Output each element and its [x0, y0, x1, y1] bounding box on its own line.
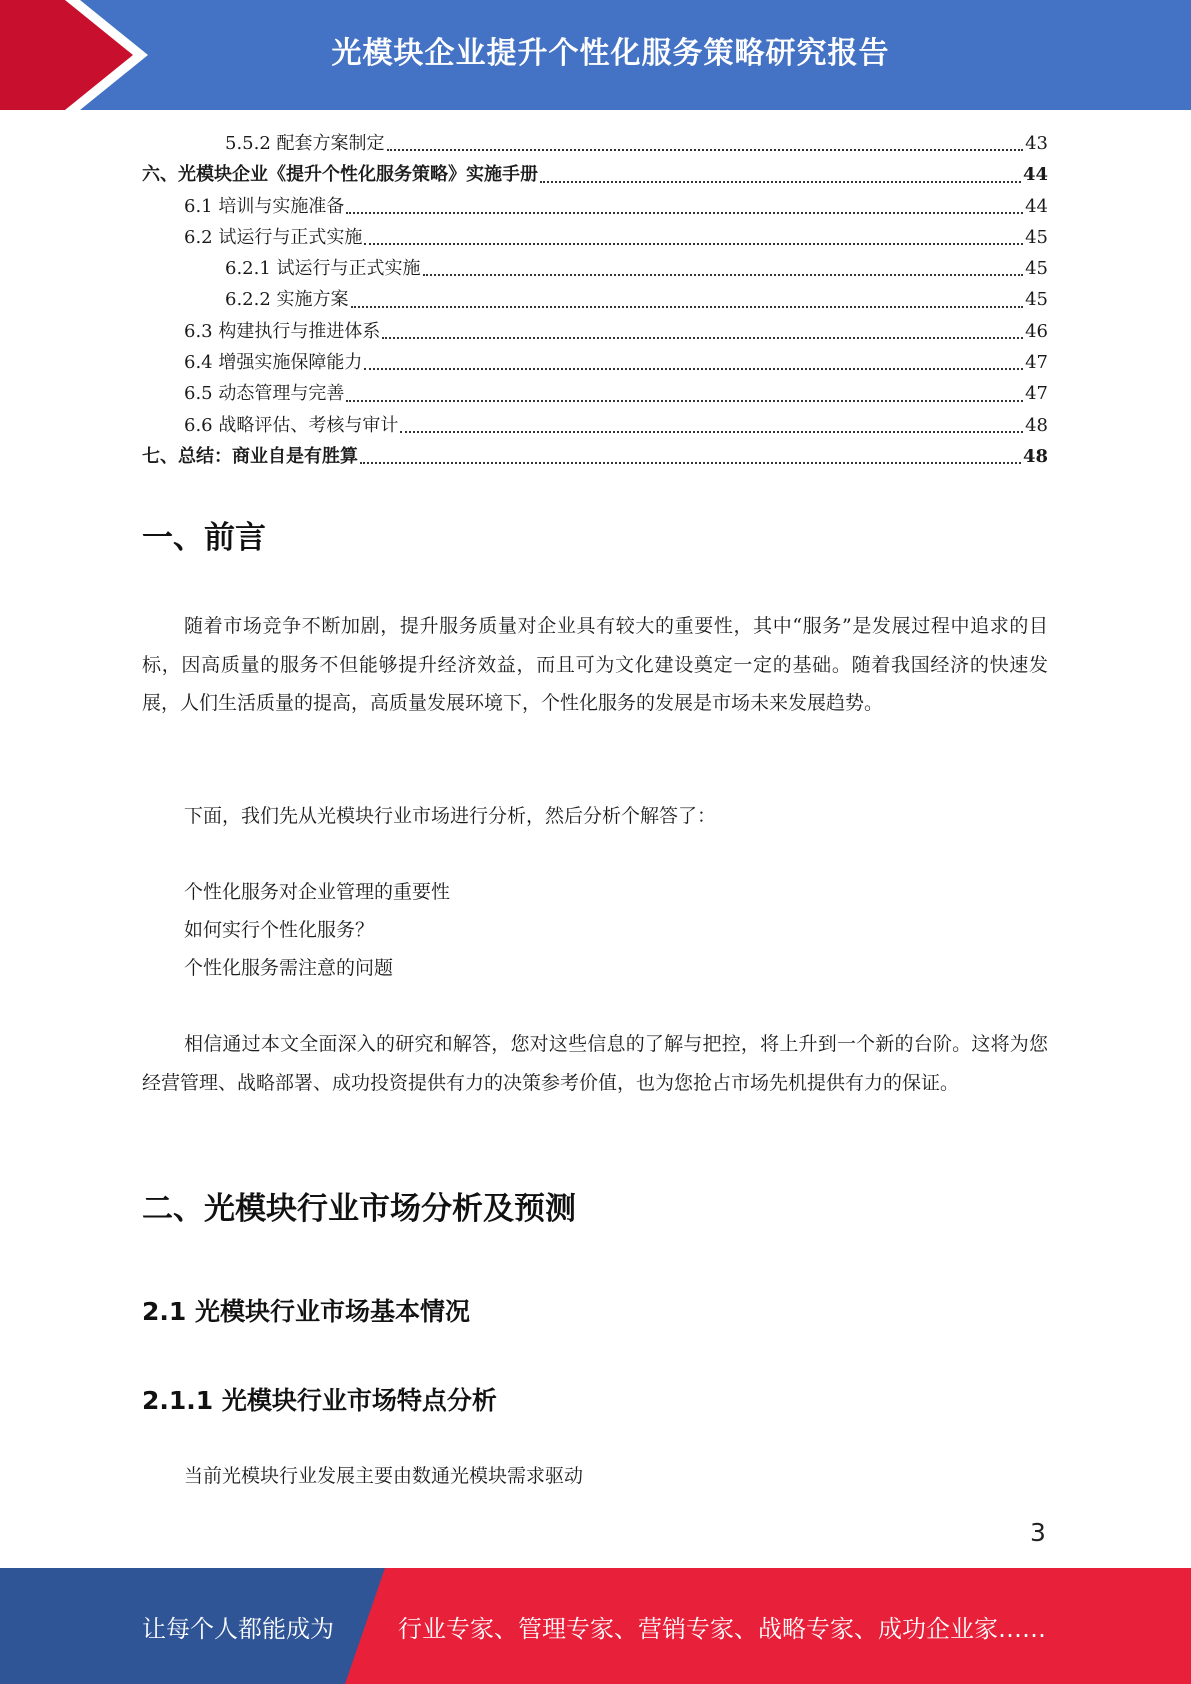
preface-paragraph-2: 下面，我们先从光模块行业市场进行分析，然后分析个解答了： — [184, 805, 717, 827]
toc-entry[interactable] — [142, 378, 1048, 409]
section-heading-market-analysis: 二、光模块行业市场分析及预测 — [142, 1191, 576, 1227]
toc-leader-dots — [423, 274, 1024, 276]
toc-entry-title: 5.5.2 配套方案制定 — [225, 133, 385, 154]
toc-leader-dots — [382, 337, 1023, 339]
toc-entry-title: 6.6 战略评估、考核与审计 — [184, 414, 399, 436]
page-number: 3 — [1030, 1518, 1046, 1547]
body-paragraph: 当前光模块行业发展主要由数通光模块需求驱动 — [184, 1465, 584, 1487]
toc-entry-page: 45 — [1025, 258, 1048, 280]
toc-entry[interactable] — [142, 191, 1048, 222]
toc-entry-title: 6.5 动态管理与完善 — [184, 383, 345, 405]
toc-leader-dots — [364, 368, 1023, 370]
toc-leader-dots — [364, 243, 1023, 245]
toc-entry-title: 6.3 构建执行与推进体系 — [184, 320, 381, 342]
toc-leader-dots — [346, 400, 1023, 402]
toc-entry[interactable] — [142, 222, 1048, 253]
subsection-heading-basic-situation: 2.1 光模块行业市场基本情况 — [142, 1297, 470, 1326]
toc-leader-dots — [540, 181, 1021, 183]
toc-entry-page: 47 — [1025, 352, 1048, 374]
footer-bar — [0, 1568, 1191, 1684]
toc-entry-title: 6.1 培训与实施准备 — [184, 195, 345, 217]
subsection-heading-characteristics: 2.1.1 光模块行业市场特点分析 — [142, 1386, 497, 1415]
toc-leader-dots — [346, 212, 1023, 214]
footer-slogan-right: 行业专家、管理专家、营销专家、战略专家、成功企业家…… — [398, 1614, 1046, 1643]
toc-entry-page: 43 — [1025, 133, 1048, 154]
table-of-contents — [142, 128, 1048, 472]
toc-entry-title: 七、总结：商业自是有胜算 — [142, 445, 358, 467]
document-title: 光模块企业提升个性化服务策略研究报告 — [331, 36, 890, 71]
toc-leader-dots — [400, 431, 1023, 433]
toc-entry-title: 6.2.1 试运行与正式实施 — [225, 258, 421, 280]
toc-entry-page: 44 — [1025, 195, 1048, 217]
toc-entry-title: 六、光模块企业《提升个性化服务策略》实施手册 — [142, 164, 538, 186]
toc-entry[interactable] — [142, 410, 1048, 441]
section-heading-preface: 一、前言 — [142, 520, 266, 556]
toc-leader-dots — [351, 306, 1024, 308]
toc-entry-page: 47 — [1025, 383, 1048, 405]
toc-entry[interactable] — [142, 316, 1048, 347]
toc-entry-title: 6.4 增强实施保障能力 — [184, 352, 363, 374]
toc-entry-page: 45 — [1025, 226, 1048, 248]
toc-leader-dots — [387, 149, 1024, 151]
toc-entry[interactable] — [142, 284, 1048, 315]
preface-paragraph-1: 随着市场竞争不断加剧，提升服务质量对企业具有较大的重要性，其中“服务”是发展过程中追求的目标，因高质量的服务不但能够提升经济效益，而且可为文化建设奠定一定的基础。随着我国经济的快速发展，人们生活质量的提高，高质量发展环境下，个性化服务的发展是市场未来发展趋势。 — [142, 615, 1048, 714]
toc-entry-page: 44 — [1022, 164, 1048, 186]
toc-entry[interactable] — [142, 253, 1048, 284]
toc-leader-dots — [360, 462, 1021, 464]
toc-entry-page: 48 — [1022, 445, 1048, 467]
toc-entry[interactable] — [142, 347, 1048, 378]
toc-entry[interactable] — [142, 128, 1048, 159]
toc-entry-page: 48 — [1025, 414, 1048, 436]
toc-entry-page: 46 — [1025, 320, 1048, 342]
toc-entry-page: 45 — [1025, 289, 1048, 311]
preface-paragraph-3: 相信通过本文全面深入的研究和解答，您对这些信息的了解与把控，将上升到一个新的台阶。这将为您经营管理、战略部署、成功投资提供有力的决策参考价值，也为您抢占市场先机提供有力的保证。 — [142, 1033, 1048, 1094]
list-item: 个性化服务对企业管理的重要性 — [184, 881, 451, 903]
list-item: 个性化服务需注意的问题 — [184, 957, 394, 979]
list-item: 如何实行个性化服务？ — [184, 919, 375, 941]
toc-entry-title: 6.2 试运行与正式实施 — [184, 226, 363, 248]
footer-slogan-left: 让每个人都能成为 — [142, 1614, 334, 1643]
toc-entry-title: 6.2.2 实施方案 — [225, 289, 349, 311]
toc-entry[interactable] — [142, 159, 1048, 190]
toc-entry[interactable] — [142, 441, 1048, 472]
header-bar — [0, 0, 1191, 110]
